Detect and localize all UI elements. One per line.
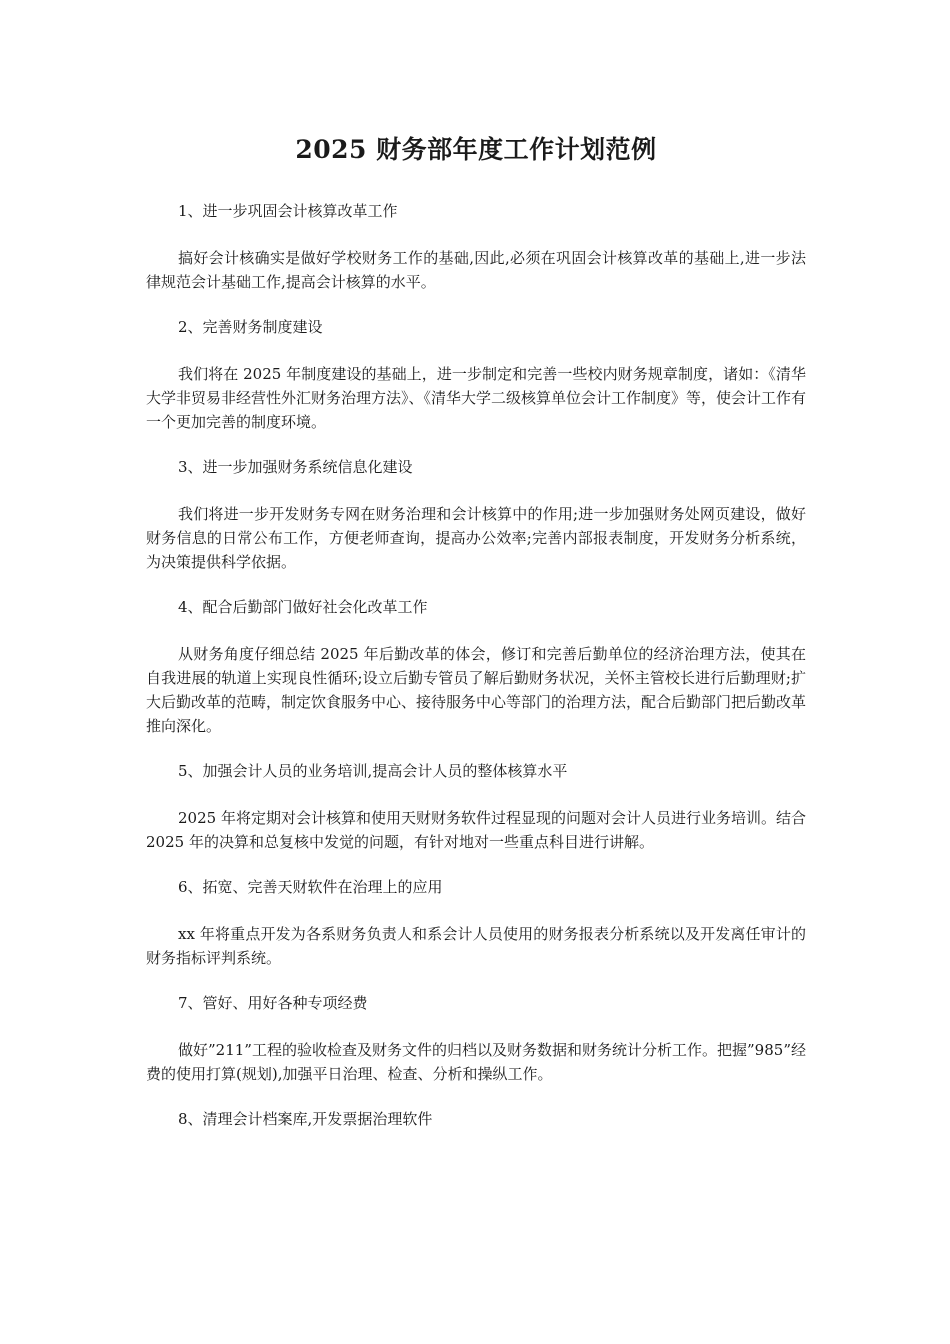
section-body-3: 我们将进一步开发财务专网在财务治理和会计核算中的作用;进一步加强财务处网页建设，做好财务信息的日常公布工作，方便老师查询，提高办公效率;完善内部报表制度，开发财务分析系统，为决策提供科学依据。 xyxy=(146,505,806,571)
section-heading-4: 4、配合后勤部门做好社会化改革工作 xyxy=(178,598,428,616)
document-body xyxy=(146,200,806,1154)
section-heading-6: 6、拓宽、完善天财软件在治理上的应用 xyxy=(178,878,443,896)
section-body-5: 2025 年将定期对会计核算和使用天财财务软件过程显现的问题对会计人员进行业务培训。结合 2025 年的决算和总复核中发觉的问题，有针对地对一些重点科目进行讲解。 xyxy=(146,809,806,851)
section-heading-2: 2、完善财务制度建设 xyxy=(178,318,323,336)
section-body-7: 做好”211”工程的验收检查及财务文件的归档以及财务数据和财务统计分析工作。把握”985”经费的使用打算(规划),加强平日治理、检查、分析和操纵工作。 xyxy=(146,1041,806,1083)
section-heading-5: 5、加强会计人员的业务培训,提高会计人员的整体核算水平 xyxy=(178,762,568,780)
section-body-6: xx 年将重点开发为各系财务负责人和系会计人员使用的财务报表分析系统以及开发离任审计的财务指标评判系统。 xyxy=(146,925,806,967)
section-body-1: 搞好会计核确实是做好学校财务工作的基础,因此,必须在巩固会计核算改革的基础上,进一步法律规范会计基础工作,提高会计核算的水平。 xyxy=(146,249,806,291)
section-body-2: 我们将在 2025 年制度建设的基础上，进一步制定和完善一些校内财务规章制度，诸如：《清华大学非贸易非经营性外汇财务治理方法》、《清华大学二级核算单位会计工作制度》等，使会计工作有一个更加完善的制度环境。 xyxy=(146,365,807,431)
section-heading-8: 8、清理会计档案库,开发票据治理软件 xyxy=(178,1110,433,1128)
document-title: 2025 财务部年度工作计划范例 xyxy=(295,135,657,164)
section-heading-3: 3、进一步加强财务系统信息化建设 xyxy=(178,458,413,476)
section-heading-1: 1、进一步巩固会计核算改革工作 xyxy=(178,202,398,220)
section-heading-7: 7、管好、用好各种专项经费 xyxy=(178,994,368,1012)
section-body-4: 从财务角度仔细总结 2025 年后勤改革的体会，修订和完善后勤单位的经济治理方法，使其在自我进展的轨道上实现良性循环;设立后勤专管员了解后勤财务状况，关怀主管校长进行后勤理财;扩大后勤改革的范畴，制定饮食服务中心、接待服务中心等部门的治理方法，配合后勤部门把后勤改革推向深化。 xyxy=(146,645,807,735)
